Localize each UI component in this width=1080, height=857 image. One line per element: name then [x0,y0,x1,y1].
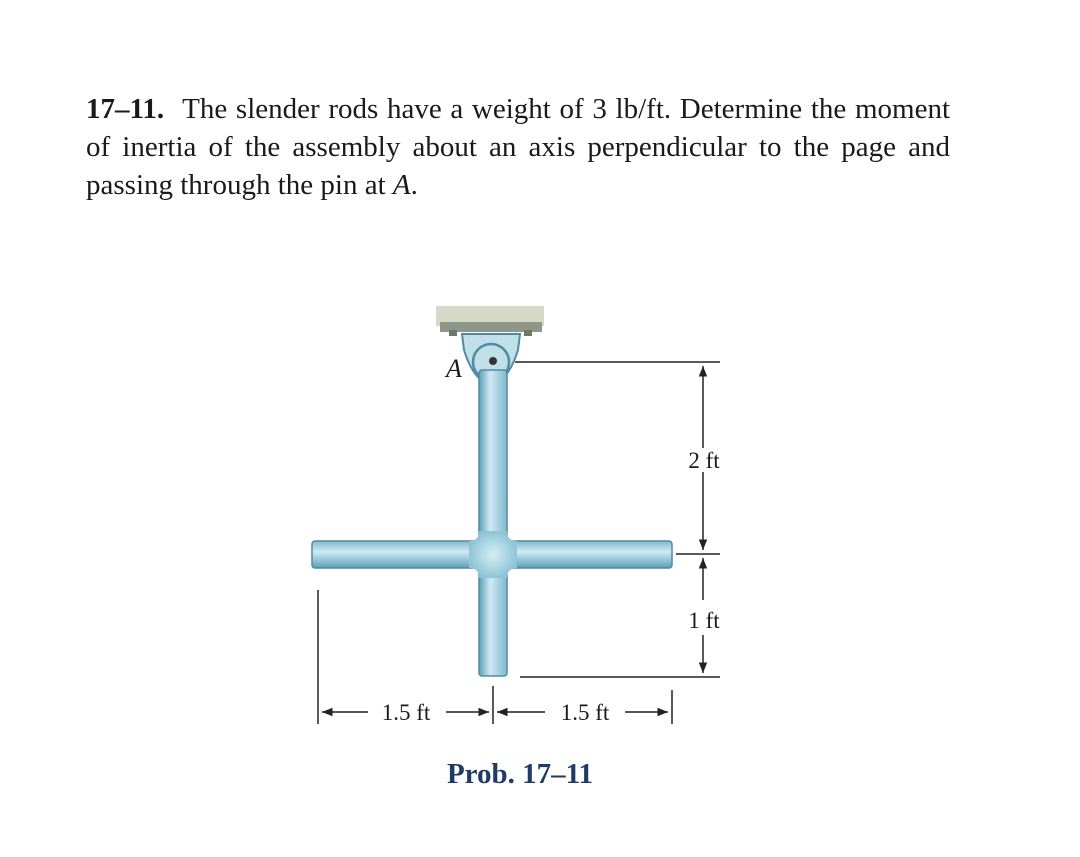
dimension-right-1-5ft: 1.5 ft [560,700,610,725]
dimension-left-1-5ft: 1.5 ft [381,700,431,725]
problem-text-2: ft. Determine the moment of inertia of the assembly about an axis perpendicular to the page and passing through the pin at [86,93,951,201]
dimension-2ft: 2 ft [688,448,720,473]
problem-text-end: . [410,169,418,201]
problem-text-point: A [392,169,411,201]
problem-text-slash: / [638,93,647,125]
point-label-a: A [446,354,462,383]
dimension-1ft: 1 ft [688,608,720,633]
problem-number: 17–11. [86,93,165,125]
rod-joint [469,531,517,578]
ceiling-support [436,306,544,336]
vertical-rod [479,370,507,676]
problem-text-1: The slender rods have a weight of 3 lb [182,93,639,125]
figure-caption: Prob. 17–11 [446,758,594,790]
pin-a [489,357,497,365]
